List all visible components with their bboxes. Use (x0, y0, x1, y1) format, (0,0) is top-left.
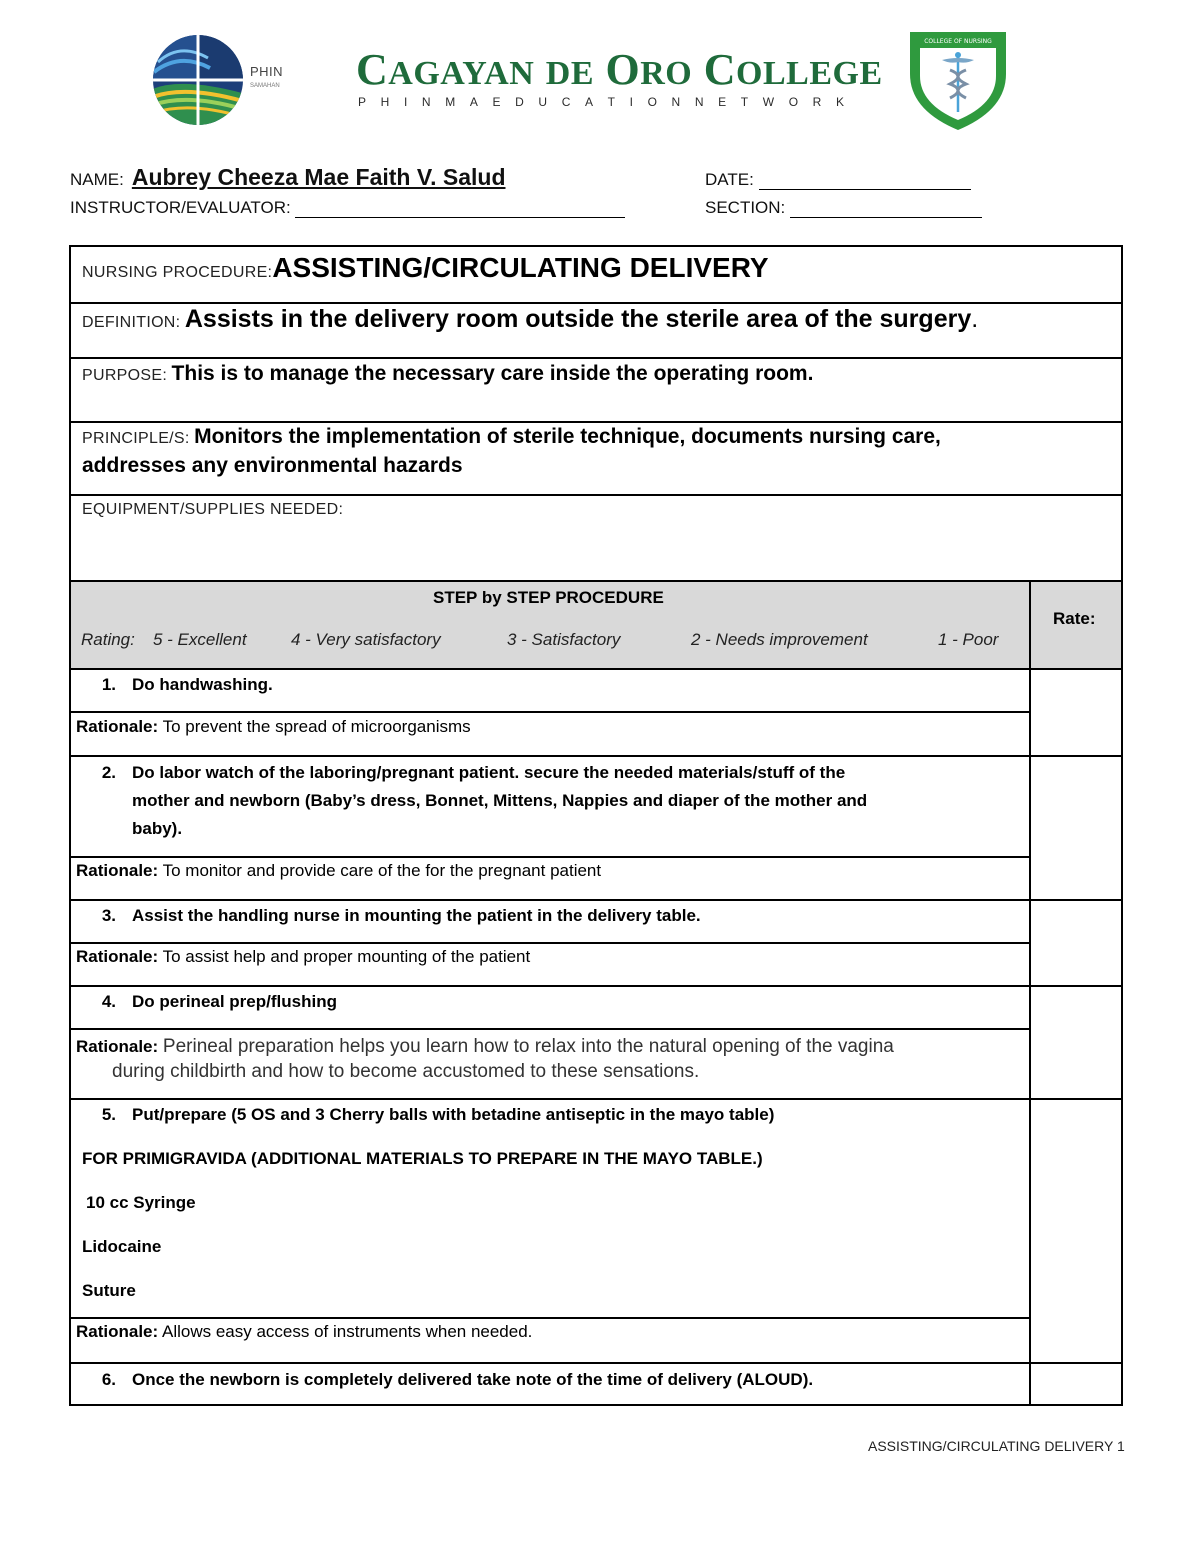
rationale-3: Rationale: To assist help and proper mounting of the patient (76, 947, 531, 966)
material-suture: Suture (82, 1281, 136, 1300)
definition-row: DEFINITION: Assists in the delivery room outside the sterile area of the surgery. (82, 305, 979, 333)
material-syringe: 10 cc Syringe (86, 1193, 196, 1212)
procedure-table (69, 245, 1123, 1406)
rate-label: Rate: (1053, 609, 1096, 628)
phinma-logo (150, 32, 300, 128)
principle-text-1: Monitors the implementation of sterile technique, documents nursing care, (194, 425, 941, 448)
rating-2: 2 - Needs improvement (691, 630, 868, 649)
rating-3: 3 - Satisfactory (507, 630, 621, 649)
section-row: SECTION: (705, 198, 982, 218)
svg-text:COLLEGE OF NURSING: COLLEGE OF NURSING (924, 38, 992, 45)
rating-4: 4 - Very satisfactory (291, 630, 441, 649)
rationale-5: Rationale: Allows easy access of instruments when needed. (76, 1322, 533, 1341)
instructor-row: INSTRUCTOR/EVALUATOR: (70, 198, 625, 218)
principle-text-2: addresses any environmental hazards (82, 454, 463, 477)
phin-subtext: SAMAHAN (250, 83, 280, 89)
definition-text: Assists in the delivery room outside the sterile area of the surgery (184, 305, 972, 333)
rating-5: 5 - Excellent (153, 630, 247, 649)
step-5: 5. Put/prepare (5 OS and 3 Cherry balls with betadine antiseptic in the mayo table) (101, 1105, 775, 1124)
purpose-row: PURPOSE: This is to manage the necessary care inside the operating room. (82, 362, 814, 385)
procedure-title: ASSISTING/CIRCULATING DELIVERY (272, 252, 769, 283)
procedure-row: NURSING PROCEDURE:ASSISTING/CIRCULATING DELIVERY (82, 252, 769, 283)
purpose-text: This is to manage the necessary care inside the operating room. (171, 362, 814, 385)
material-lidocaine: Lidocaine (82, 1237, 162, 1256)
step-6: 6. Once the newborn is completely delivered take note of the time of delivery (ALOUD). (101, 1370, 814, 1389)
rationale-2: Rationale: To monitor and provide care of the for the pregnant patient (76, 861, 602, 880)
principle-row: PRINCIPLE/S: Monitors the implementation of sterile technique, documents nursing care, (82, 425, 941, 448)
step-1: 1. Do handwashing. (101, 675, 273, 694)
name-row: NAME: Aubrey Cheeza Mae Faith V. Salud (70, 164, 520, 191)
phin-text: PHIN (250, 64, 284, 79)
date-row: DATE: (705, 170, 971, 190)
nursing-seal-logo (906, 28, 1010, 137)
student-name: Aubrey Cheeza Mae Faith V. Salud (131, 164, 506, 190)
college-name: CAGAYAN DE ORO COLLEGE (356, 45, 883, 94)
caduceus-shield-icon (906, 28, 1010, 132)
rationale-1: Rationale: To prevent the spread of microorganisms (76, 717, 471, 736)
page-footer: ASSISTING/CIRCULATING DELIVERY 1 (868, 1438, 1125, 1454)
primigravida-heading: FOR PRIMIGRAVIDA (ADDITIONAL MATERIALS TO PREPARE IN THE MAYO TABLE.) (82, 1149, 763, 1168)
rationale-4: Rationale: Perineal preparation helps you learn how to relax into the natural opening of the vagina (76, 1036, 894, 1057)
steps-title: STEP by STEP PROCEDURE (433, 588, 664, 607)
step-3: 3. Assist the handling nurse in mounting the patient in the delivery table. (101, 906, 701, 925)
rating-1: 1 - Poor (938, 630, 999, 649)
date-field[interactable] (759, 171, 971, 190)
network-tagline: P H I N M A E D U C A T I O N N E T W O R K (358, 95, 844, 109)
instructor-field[interactable] (295, 199, 625, 218)
section-field[interactable] (790, 199, 982, 218)
equipment-label: EQUIPMENT/SUPPLIES NEEDED: (82, 501, 344, 518)
step-4: 4. Do perineal prep/flushing (101, 992, 337, 1011)
step-2: 2. Do labor watch of the laboring/pregnant patient. secure the needed materials/stuff of the (101, 763, 846, 782)
globe-icon (150, 32, 246, 128)
